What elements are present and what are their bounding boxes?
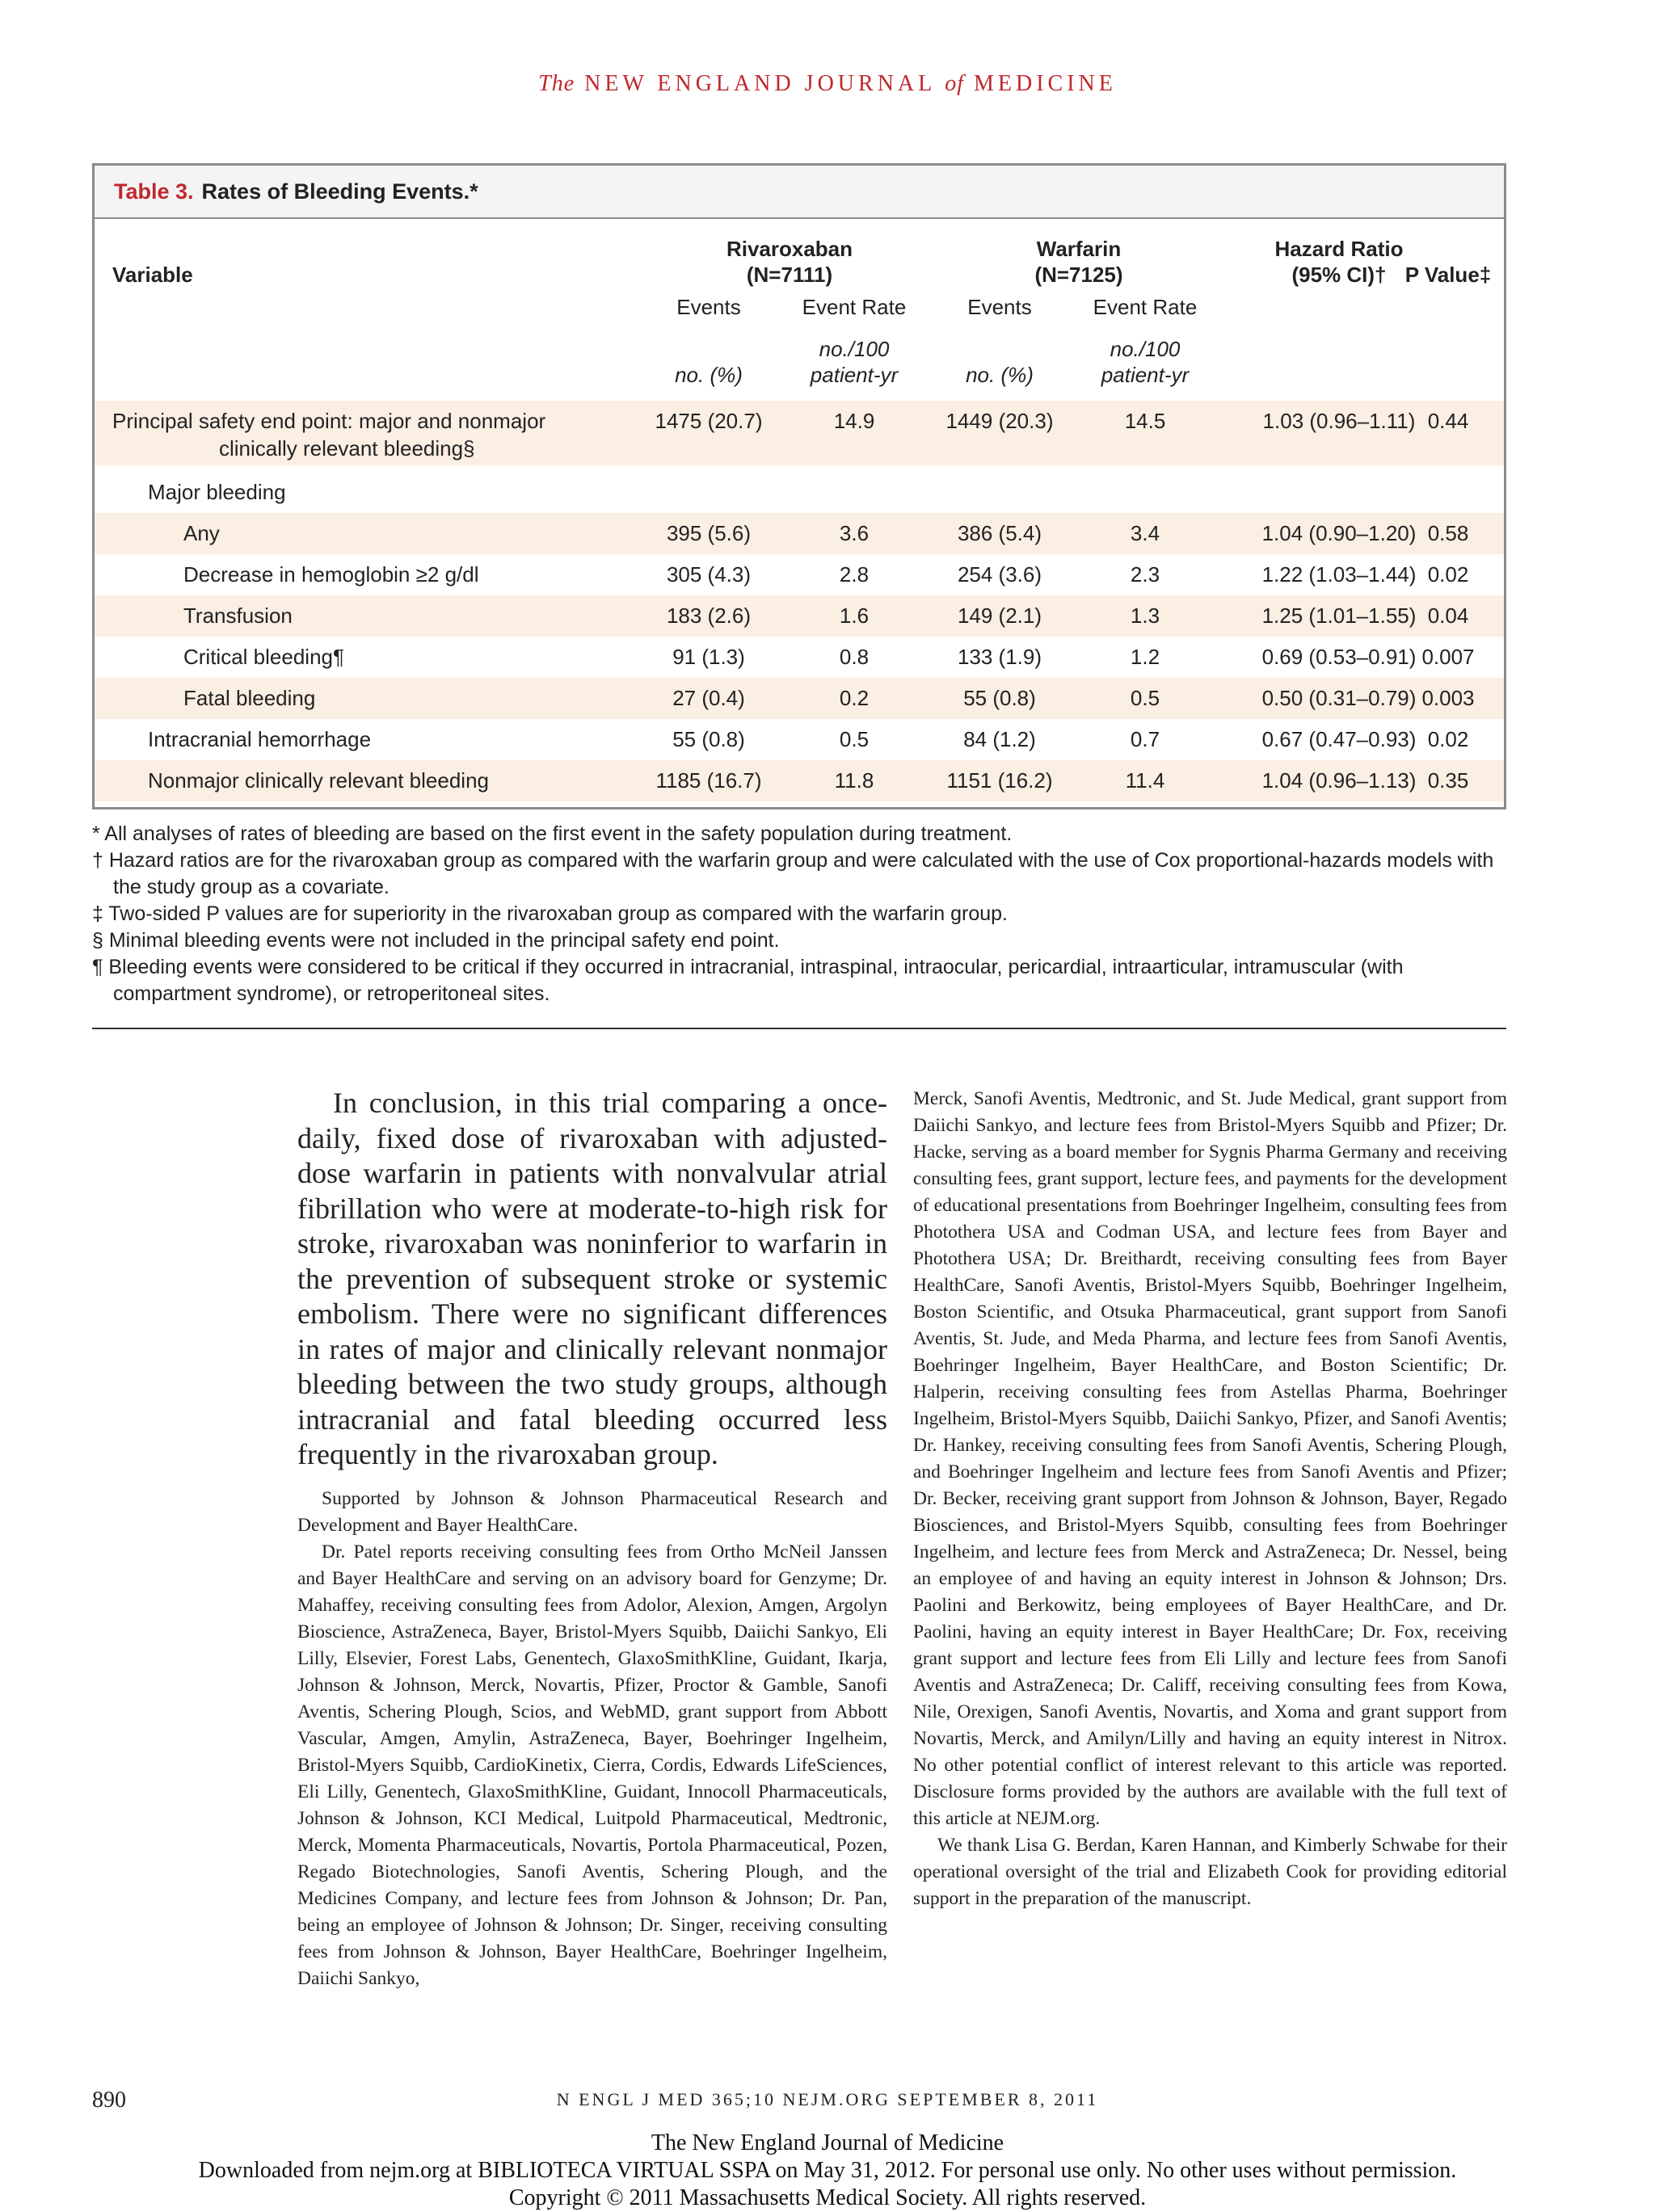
header-warf-events: Events <box>967 295 1032 319</box>
hazard-ratio-cell: 0.69 (0.53–0.91) <box>1261 645 1417 669</box>
warf-rate-cell: 0.7 <box>1130 727 1160 751</box>
table-row <box>95 719 1504 760</box>
p-value-cell: 0.04 <box>1427 603 1469 628</box>
hazard-ratio-cell: 1.25 (1.01–1.55) <box>1261 603 1417 628</box>
table-row <box>95 760 1504 801</box>
warf-events-cell: 133 (1.9) <box>957 645 1042 669</box>
p-value-cell: 0.02 <box>1427 727 1469 751</box>
header-warf-rate-unit2: patient-yr <box>1101 363 1190 387</box>
support-paragraph: Supported by Johnson & Johnson Pharmaceutical Research and Development and Bayer HealthCare. <box>297 1487 887 1536</box>
conclusion-paragraph: In conclusion, in this trial comparing a once-daily, fixed dose of rivaroxaban with adjusted-dose warfarin in patients with nonvalvular atrial fibrillation who were at moderate-to-high risk for stroke, rivaroxaban was noninferior to warfarin in the prevention of subsequent stroke or systemic embolism. There were no significant differences in rates of major and clinically relevant nonmajor bleeding between the two study groups, although intracranial and fatal bleeding occurred less frequently in the rivaroxaban group. <box>297 1087 887 1470</box>
row-variable: Decrease in hemoglobin ≥2 g/dl <box>183 562 479 587</box>
row-variable: Fatal bleeding <box>183 686 316 710</box>
row-variable: Major bleeding <box>148 480 286 504</box>
riva-events-cell: 305 (4.3) <box>666 562 752 587</box>
running-head-part2: MEDICINE <box>973 71 1117 96</box>
bleeding-events-table <box>92 163 1506 810</box>
warf-events-cell: 1449 (20.3) <box>945 409 1054 433</box>
acknowledgment-paragraph: We thank Lisa G. Berdan, Karen Hannan, and Kimberly Schwabe for their operational oversight of the trial and Elizabeth Cook for providing editorial support in the preparation of the manuscript. <box>913 1835 1507 1909</box>
header-rivaroxaban-n: (N=7111) <box>746 263 833 287</box>
warf-rate-cell: 14.5 <box>1124 409 1166 433</box>
running-head <box>0 71 1655 97</box>
riva-rate-cell: 3.6 <box>839 521 870 545</box>
p-value-cell: 0.44 <box>1427 409 1469 433</box>
table-row <box>95 595 1504 637</box>
riva-rate-cell: 11.8 <box>834 768 874 793</box>
header-riva-events: Events <box>676 295 741 319</box>
header-warf-rate-unit1: no./100 <box>1110 337 1181 361</box>
header-riva-rate-unit2: patient-yr <box>810 363 899 387</box>
riva-rate-cell: 0.8 <box>839 645 870 669</box>
riva-events-cell: 27 (0.4) <box>672 686 745 710</box>
table-row <box>95 678 1504 719</box>
warf-events-cell: 84 (1.2) <box>963 727 1036 751</box>
hazard-ratio-cell: 0.67 (0.47–0.93) <box>1261 727 1417 751</box>
hazard-ratio-cell: 0.50 (0.31–0.79) <box>1261 686 1417 710</box>
p-value-cell: 0.007 <box>1421 645 1475 669</box>
warf-rate-cell: 11.4 <box>1125 768 1165 793</box>
right-column <box>913 1086 1507 1912</box>
p-value-cell: 0.35 <box>1427 768 1469 793</box>
warf-events-cell: 254 (3.6) <box>957 562 1042 587</box>
disclosure-paragraph: Dr. Patel reports receiving consulting fees from Ortho McNeil Janssen and Bayer HealthCare and serving on an advisory board for Genzyme; Dr. Mahaffey, receiving consulting fees from Adolor, Alexion, Amgen, Argolyn Bioscience, AstraZeneca, Bayer, Bristol-Myers Squibb, Daiichi Sankyo, Eli Lilly, Elsevier, Forest Labs, Genentech, GlaxoSmithKline, Guidant, Ikarja, Johnson & Johnson, Merck, Novartis, Pfizer, Proctor & Gamble, Sanofi Aventis, Schering Plough, Scios, and WebMD, grant support from Abbott Vascular, Amgen, Amylin, AstraZeneca, Bayer, Boehringer Ingelheim, Bristol-Myers Squibb, CardioKinetix, Cierra, Cordis, Edwards LifeSciences, Eli Lilly, Genentech, GlaxoSmithKline, Guidant, Innocoll Pharmaceuticals, Johnson & Johnson, KCI Medical, Luitpold Pharmaceutical, Medtronic, Merck, Momenta Pharmaceuticals, Novartis, Portola Pharmaceutical, Pozen, Regado Biotechnologies, Sanofi Aventis, Schering Plough, and the Medicines Company, and lecture fees from Johnson & Johnson; Dr. Pan, being an employee of Johnson & Johnson; Dr. Singer, receiving consulting fees from Johnson & Johnson, Bayer HealthCare, Boehringer Ingelheim, Daiichi Sankyo, <box>297 1541 887 1989</box>
page-number: 890 <box>92 2088 126 2113</box>
header-p-value: P Value‡ <box>1404 263 1492 287</box>
riva-rate-cell: 14.9 <box>833 409 875 433</box>
header-warfarin-n: (N=7125) <box>1034 263 1123 287</box>
table-title: Rates of Bleeding Events.* <box>201 179 478 204</box>
journal-name: The New England Journal of Medicine <box>651 2130 1004 2155</box>
table-row <box>95 401 1504 465</box>
warf-rate-cell: 0.5 <box>1130 686 1160 710</box>
p-value-cell: 0.003 <box>1421 686 1475 710</box>
journal-citation: N ENGL J MED 365;10 NEJM.ORG SEPTEMBER 8, 2011 <box>556 2089 1099 2109</box>
copyright-line: Copyright © 2011 Massachusetts Medical Society. All rights reserved. <box>508 2185 1147 2210</box>
footnote: ‡ Two-sided P values are for superiority in the rivaroxaban group as compared with the warfarin group. <box>92 902 1009 925</box>
section-divider <box>92 1028 1506 1029</box>
row-variable: Intracranial hemorrhage <box>148 727 372 751</box>
header-hazard-ratio-ci: (95% CI)† <box>1291 263 1387 287</box>
footnote: † Hazard ratios are for the rivaroxaban group as compared with the warfarin group and were calculated with the use of Cox proportional-hazards models with the study group as a covariate. <box>92 849 1494 898</box>
header-variable: Variable <box>112 263 193 287</box>
riva-rate-cell: 2.8 <box>839 562 870 587</box>
riva-events-cell: 91 (1.3) <box>672 645 745 669</box>
footnote: § Minimal bleeding events were not included in the principal safety end point. <box>92 929 780 952</box>
riva-events-cell: 55 (0.8) <box>672 727 745 751</box>
riva-rate-cell: 1.6 <box>839 603 870 628</box>
row-variable: Critical bleeding¶ <box>183 645 344 669</box>
header-rivaroxaban: Rivaroxaban <box>726 237 853 261</box>
header-warf-event-rate: Event Rate <box>1093 295 1198 319</box>
download-notice <box>0 2130 1655 2212</box>
running-head-of: of <box>945 71 964 96</box>
header-riva-rate-unit1: no./100 <box>819 337 890 361</box>
left-column <box>297 1086 887 1992</box>
table-title-bar <box>95 166 1504 219</box>
hazard-ratio-cell: 1.04 (0.96–1.13) <box>1261 768 1417 793</box>
warf-events-cell: 1151 (16.2) <box>946 768 1053 793</box>
warf-rate-cell: 1.2 <box>1130 645 1160 669</box>
riva-events-cell: 1185 (16.7) <box>655 768 762 793</box>
riva-rate-cell: 0.5 <box>839 727 870 751</box>
running-head-prefix: The <box>538 71 575 96</box>
header-hazard-ratio: Hazard Ratio <box>1274 237 1404 261</box>
hazard-ratio-cell: 1.04 (0.90–1.20) <box>1261 521 1417 545</box>
table-footnotes <box>92 821 1514 1007</box>
p-value-cell: 0.58 <box>1427 521 1469 545</box>
header-warf-events-unit: no. (%) <box>966 363 1034 387</box>
riva-events-cell: 1475 (20.7) <box>655 409 763 433</box>
footnote: ¶ Bleeding events were considered to be critical if they occurred in intracranial, intraspinal, intraocular, pericardial, intraarticular, intramuscular (with compartment syndrome), or retroperitoneal sites. <box>92 956 1404 1005</box>
warf-rate-cell: 1.3 <box>1130 603 1160 628</box>
warf-rate-cell: 2.3 <box>1130 562 1160 587</box>
hazard-ratio-cell: 1.22 (1.03–1.44) <box>1261 562 1417 587</box>
header-warfarin: Warfarin <box>1036 237 1122 261</box>
p-value-cell: 0.02 <box>1427 562 1469 587</box>
row-variable: Transfusion <box>183 603 293 628</box>
riva-events-cell: 395 (5.6) <box>666 521 752 545</box>
riva-rate-cell: 0.2 <box>839 686 870 710</box>
row-variable: Principal safety end point: major and nonmajor <box>112 409 546 433</box>
warf-events-cell: 149 (2.1) <box>957 603 1042 628</box>
header-riva-event-rate: Event Rate <box>802 295 907 319</box>
download-line: Downloaded from nejm.org at BIBLIOTECA VIRTUAL SSPA on May 31, 2012. For personal use only. No other uses without permission. <box>198 2158 1457 2183</box>
row-variable: Nonmajor clinically relevant bleeding <box>148 768 489 793</box>
warf-rate-cell: 3.4 <box>1130 521 1160 545</box>
row-variable: Any <box>183 521 220 545</box>
riva-events-cell: 183 (2.6) <box>666 603 752 628</box>
running-head-part1: NEW ENGLAND JOURNAL <box>584 71 936 96</box>
header-riva-events-unit: no. (%) <box>675 363 743 387</box>
row-variable-continued: clinically relevant bleeding§ <box>219 436 475 460</box>
disclosure-continued: Merck, Sanofi Aventis, Medtronic, and St. Jude Medical, grant support from Daiichi Sankyo, and lecture fees from Bristol-Myers Squibb and Pfizer; Dr. Hacke, serving as a board member for Sygnis Pharma Germany and receiving consulting fees, grant support, lecture fees, and payments for the development of educational presentations from Boehringer Ingelheim, consulting fees from Photothera USA and Codman USA, and lecture fees from Bayer and Photothera USA; Dr. Breithardt, receiving consulting fees from Bayer HealthCare, Sanofi Aventis, Bristol-Myers Squibb, Boehringer Ingelheim, Boston Scientific, and Otsuka Pharmaceutical, grant support from Sanofi Aventis, St. Jude, and Meda Pharma, and lecture fees from Sanofi Aventis, Boehringer Ingelheim, Bayer HealthCare, and Boston Scientific; Dr. Halperin, receiving consulting fees from Astellas Pharma, Boehringer Ingelheim, Bristol-Myers Squibb, Daiichi Sankyo, Pfizer, and Sanofi Aventis; Dr. Hankey, receiving consulting fees from Sanofi Aventis, Schering Plough, and Boehringer Ingelheim and lecture fees from Sanofi Aventis and Pfizer; Dr. Becker, receiving grant support from Johnson & Johnson, Bayer, Regado Biosciences, and Bristol-Myers Squibb, consulting fees from Boehringer Ingelheim, and lecture fees from Merck and AstraZeneca; Dr. Nessel, being an employee of and having an equity interest in Johnson & Johnson; Drs. Paolini and Berkowitz, being employees of Bayer HealthCare, and Dr. Paolini, having an equity interest in Bayer HealthCare; Dr. Fox, receiving grant support and lecture fees from Eli Lilly and lecture fees from Sanofi Aventis and AstraZeneca; Dr. Califf, receiving consulting fees from Kowa, Nile, Orexigen, Sanofi Aventis, Novartis, and Xoma and grant support from Novartis, Merck, and Amilyn/Lilly and having an equity interest in Nitrox. No other potential conflict of interest relevant to this article was reported. Disclosure forms provided by the authors are available with the full text of this article at NEJM.org. <box>913 1088 1507 1829</box>
warf-events-cell: 386 (5.4) <box>957 521 1042 545</box>
table-row <box>95 513 1504 554</box>
table-label: Table 3. <box>114 179 194 204</box>
table-row <box>95 637 1504 678</box>
hazard-ratio-cell: 1.03 (0.96–1.11) <box>1262 409 1416 433</box>
table-row <box>95 472 1504 513</box>
footnote: * All analyses of rates of bleeding are based on the first event in the safety population during treatment. <box>92 822 1013 845</box>
table-row <box>95 554 1504 595</box>
warf-events-cell: 55 (0.8) <box>963 686 1036 710</box>
